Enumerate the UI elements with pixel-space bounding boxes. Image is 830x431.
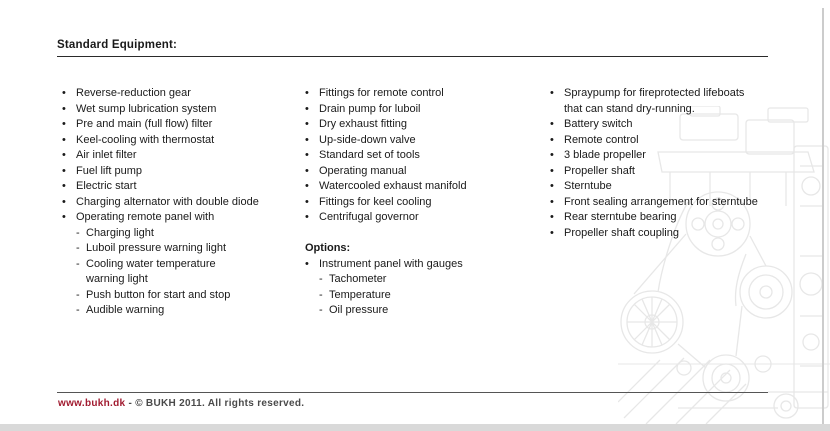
list-item: [305, 86, 543, 102]
list-item: [62, 210, 300, 226]
list-item: [305, 210, 543, 226]
dash-icon: -: [76, 257, 80, 270]
footer-separator: -: [125, 398, 136, 409]
item-text: Spraypump for fireprotected lifeboats that can stand dry-running.: [564, 87, 745, 115]
bullet-icon: •: [305, 87, 309, 99]
list-item: [550, 164, 812, 180]
options-heading: Options:: [305, 242, 351, 254]
sub-item-text: Push button for start and stop: [86, 288, 231, 301]
bullet-icon: •: [305, 149, 309, 161]
footer: [58, 398, 304, 409]
options-list: [305, 257, 543, 319]
list-item: [305, 257, 543, 273]
sub-item-text: Oil pressure: [329, 304, 389, 316]
list-item: [62, 117, 300, 133]
item-text: Remote control: [564, 133, 639, 146]
bullet-icon: •: [550, 164, 554, 177]
dash-icon: -: [319, 304, 323, 316]
list-item: [550, 117, 812, 133]
bullet-icon: •: [62, 149, 66, 161]
website-link[interactable]: www.bukh.dk: [58, 398, 126, 409]
equipment-column-2: [305, 86, 543, 319]
equipment-column-2-list: [305, 86, 543, 226]
dash-icon: -: [319, 273, 323, 285]
sub-list-item: [305, 288, 543, 304]
page-title: Standard Equipment:: [57, 39, 768, 57]
dash-icon: -: [76, 288, 80, 301]
bullet-icon: •: [305, 195, 309, 208]
list-item: [305, 164, 543, 180]
page-edge-right: [822, 8, 824, 424]
item-text: Battery switch: [564, 118, 633, 130]
item-text: Sterntube: [564, 180, 612, 192]
item-text: Drain pump for luboil: [319, 102, 421, 115]
bullet-icon: •: [550, 118, 554, 130]
bullet-icon: •: [62, 133, 66, 146]
bullet-icon: •: [305, 180, 309, 192]
footer-divider: [57, 392, 768, 393]
list-item: [62, 164, 300, 180]
list-item: [550, 195, 812, 211]
list-item: [305, 148, 543, 164]
sub-item-text: Temperature: [329, 288, 391, 301]
item-text: Rear sterntube bearing: [564, 211, 677, 223]
dash-icon: -: [319, 288, 323, 301]
list-item: [550, 86, 812, 117]
item-text: Wet sump lubrication system: [76, 102, 217, 115]
sub-list-item: [305, 303, 543, 319]
item-text: Propeller shaft coupling: [564, 226, 679, 239]
bullet-icon: •: [305, 133, 309, 146]
sub-item-text: Audible warning: [86, 304, 165, 316]
bullet-icon: •: [550, 133, 554, 146]
item-text: Centrifugal governor: [319, 211, 419, 223]
options-gap: [305, 226, 543, 242]
item-text: Operating remote panel with: [76, 211, 215, 223]
copyright-text: © BUKH 2011. All rights reserved.: [135, 398, 305, 409]
sub-list-item: [62, 257, 300, 288]
bullet-icon: •: [305, 257, 309, 270]
item-text: Standard set of tools: [319, 149, 420, 161]
item-text: Front sealing arrangement for sterntube: [564, 195, 758, 208]
list-item: [305, 117, 543, 133]
bullet-icon: •: [62, 102, 66, 115]
bullet-icon: •: [550, 195, 554, 208]
sub-item-text: Luboil pressure warning light: [86, 242, 227, 254]
list-item: [550, 133, 812, 149]
sub-list-item: [62, 303, 300, 319]
list-item: [62, 195, 300, 211]
item-text: Propeller shaft: [564, 164, 635, 177]
list-item: [305, 179, 543, 195]
list-item: [550, 148, 812, 164]
sub-list-item: [62, 226, 300, 242]
list-item: [550, 226, 812, 242]
bullet-icon: •: [62, 164, 66, 177]
item-text: Keel-cooling with thermostat: [76, 133, 215, 146]
list-item: [62, 86, 300, 102]
list-item: [62, 102, 300, 118]
bullet-icon: •: [550, 226, 554, 239]
list-item: [62, 179, 300, 195]
item-text: Dry exhaust fitting: [319, 118, 408, 130]
equipment-column-3: [550, 86, 812, 241]
bullet-icon: •: [550, 149, 554, 161]
bullet-icon: •: [62, 195, 66, 208]
bullet-icon: •: [62, 211, 66, 223]
list-item: [305, 133, 543, 149]
bullet-icon: •: [550, 87, 554, 99]
bullet-icon: •: [305, 118, 309, 130]
bullet-icon: •: [62, 87, 66, 99]
dash-icon: -: [76, 226, 80, 239]
sub-list-item: [62, 241, 300, 257]
bullet-icon: •: [305, 211, 309, 223]
bullet-icon: •: [305, 102, 309, 115]
dash-icon: -: [76, 242, 80, 254]
item-text: Operating manual: [319, 164, 407, 177]
sub-item-text: Cooling water temperature warning light: [86, 257, 216, 285]
sub-item-text: Tachometer: [329, 273, 387, 285]
bullet-icon: •: [550, 180, 554, 192]
sub-item-text: Charging light: [86, 226, 154, 239]
equipment-column-1: [62, 86, 300, 319]
list-item: [305, 195, 543, 211]
bullet-icon: •: [305, 164, 309, 177]
item-text: Reverse-reduction gear: [76, 87, 191, 99]
dash-icon: -: [76, 304, 80, 316]
sub-list-item: [305, 272, 543, 288]
item-text: Instrument panel with gauges: [319, 257, 463, 270]
item-text: Fittings for keel cooling: [319, 195, 432, 208]
item-text: Up-side-down valve: [319, 133, 416, 146]
list-item: [62, 133, 300, 149]
item-text: Air inlet filter: [76, 149, 137, 161]
sub-list-item: [62, 288, 300, 304]
item-text: Pre and main (full flow) filter: [76, 118, 213, 130]
item-text: Fittings for remote control: [319, 87, 444, 99]
item-text: Watercooled exhaust manifold: [319, 180, 467, 192]
list-item: [305, 102, 543, 118]
item-text: Electric start: [76, 180, 137, 192]
list-item: [550, 179, 812, 195]
list-item: [62, 148, 300, 164]
item-text: 3 blade propeller: [564, 149, 646, 161]
bullet-icon: •: [62, 118, 66, 130]
page-edge-bottom: [0, 424, 830, 431]
bullet-icon: •: [62, 180, 66, 192]
item-text: Charging alternator with double diode: [76, 195, 259, 208]
bullet-icon: •: [550, 211, 554, 223]
item-text: Fuel lift pump: [76, 164, 143, 177]
list-item: [550, 210, 812, 226]
